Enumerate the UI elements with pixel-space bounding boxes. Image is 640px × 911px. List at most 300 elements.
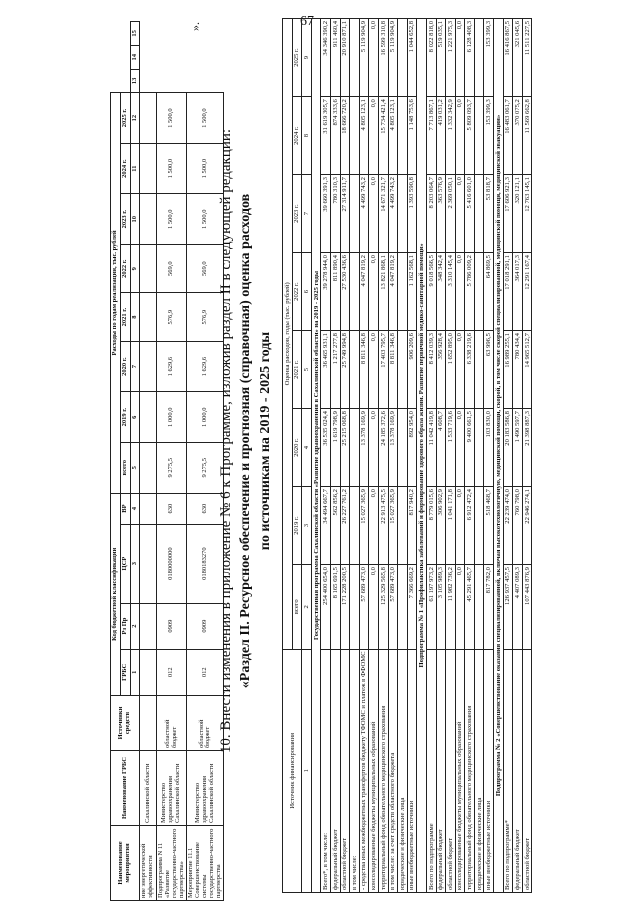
source-cell: иные внебюджетные источники (484, 649, 494, 892)
col-estimate-header: Оценка расходов, годы (тыс. рублей) (283, 19, 293, 650)
value-cell: 11 982 736,2 (446, 565, 456, 649)
value-cell: 4 499 743,2 (388, 175, 398, 253)
column-number: 8 (302, 97, 312, 175)
value-cell: 0,0 (369, 253, 379, 331)
table-row (513, 19, 523, 893)
value-cell (398, 565, 408, 649)
column-number: 3 (302, 487, 312, 565)
table-cell: 1 000,0 (187, 392, 224, 443)
value-cell: 36 465 931,1 (321, 331, 331, 409)
table-cell: 0180183270 (187, 524, 224, 603)
page-number: 67 (300, 14, 314, 29)
value-cell: 53 818,7 (484, 175, 494, 253)
value-cell: 36 535 024,4 (321, 409, 331, 487)
resource-table-body (311, 19, 532, 893)
col-source-header: Источник финансирования (283, 649, 302, 892)
value-cell: 171 228 200,5 (340, 565, 350, 649)
table-cell (140, 603, 157, 649)
value-cell: 125 329 565,8 (378, 565, 388, 649)
value-cell: 15 027 365,9 (359, 487, 369, 565)
source-cell: областной бюджет (446, 649, 456, 892)
value-cell: 4 805 123,1 (359, 97, 369, 175)
source-cell: федеральный бюджет (513, 649, 523, 892)
table-cell: Министерство здравоохранения Сахалинской области (187, 751, 224, 826)
value-cell (350, 409, 360, 487)
table-cell: 9 275,5 (157, 442, 187, 493)
table-cell: ние энергетической эффективности (140, 826, 157, 901)
table-row (426, 19, 436, 893)
table-cell: 0909 (187, 603, 224, 649)
value-cell: 21 398 887,3 (522, 409, 532, 487)
value-cell: 6 338 219,6 (465, 331, 475, 409)
value-cell: 34 346 390,2 (321, 19, 331, 97)
table-cell: 569,0 (187, 244, 224, 292)
value-cell: 27 314 911,7 (340, 175, 350, 253)
col-budget-code-header: Код бюджетной классификации (111, 493, 121, 695)
value-cell: 15 027 365,9 (388, 487, 398, 565)
table-cell: 0909 (157, 603, 187, 649)
section-title-cell: Подпрограмма № 1 «Профилактика заболеваний и формирование здорового образа жизни. Развитие первичной медико-санитарной помощи» (417, 19, 427, 893)
table-cell (140, 93, 157, 144)
value-cell (474, 331, 484, 409)
section-title-cell: Подпрограмма № 2 «Совершенствование оказания специализированной, включая высокотехнологичную, медицинской помощи, скорой, в том числе скорой специализированной, медицинской помощи, медицинской эвакуации» (494, 19, 504, 893)
table-cell (140, 341, 157, 392)
column-number: 4 (130, 493, 140, 524)
table-row (398, 19, 408, 893)
value-cell: 0,0 (369, 19, 379, 97)
value-cell: 45 291 465,7 (465, 565, 475, 649)
value-cell: 254 400 654,0 (321, 565, 331, 649)
value-cell: 39 660 391,3 (321, 175, 331, 253)
table-row (407, 19, 417, 893)
column-number: 6 (130, 392, 140, 443)
value-cell: 16 599 310,8 (378, 19, 388, 97)
value-cell: 16 989 255,1 (503, 331, 513, 409)
col-year-header: 2023 г. (120, 194, 130, 245)
value-cell: 1 041 171,8 (446, 487, 456, 565)
value-cell (474, 487, 484, 565)
value-cell: 562 856,2 (330, 487, 340, 565)
value-cell: 4 805 123,1 (388, 97, 398, 175)
amendment-heading: 10. Внести изменения в приложение № 6 к Программе, изложив раздел II в следующей редакции: (218, 128, 234, 754)
value-cell: 8 779 015,6 (426, 487, 436, 565)
table-cell: 1 500,0 (157, 143, 187, 194)
source-cell: консолидированные бюджеты муниципальных образований (369, 649, 379, 892)
value-cell: 31 619 305,7 (321, 97, 331, 175)
table-cell: 1 500,0 (187, 93, 224, 144)
source-cell: юридические и физические лица (398, 649, 408, 892)
value-cell (474, 565, 484, 649)
col-expenses-header: Расходы по годам реализации, тыс. рублей (111, 93, 121, 493)
value-cell: 4 608,7 (436, 409, 446, 487)
column-number: 9 (302, 19, 312, 97)
table-row (474, 19, 484, 893)
source-cell: Всего по подпрограмме (426, 649, 436, 892)
table-row (503, 19, 513, 893)
column-number: 2 (302, 565, 312, 649)
col-year-header: 2020 г. (292, 409, 302, 487)
value-cell: 0,0 (369, 97, 379, 175)
value-cell: 3 310 145,4 (446, 253, 456, 331)
value-cell: 153 399,3 (484, 97, 494, 175)
col-year-header: 2020 г. (120, 341, 130, 392)
table-cell: 1 500,0 (187, 143, 224, 194)
col-grbs-header: ГРБС (120, 649, 130, 695)
value-cell: 16 416 867,5 (503, 19, 513, 97)
value-cell: 348 342,4 (436, 253, 446, 331)
table-row (465, 19, 475, 893)
value-cell (350, 97, 360, 175)
value-cell: 519 035,1 (436, 19, 446, 97)
value-cell: 4 499 743,2 (359, 175, 369, 253)
table-row (350, 19, 360, 893)
column-number: 1 (302, 649, 312, 892)
table-cell: 9 275,5 (187, 442, 224, 493)
table-row (484, 19, 494, 893)
column-number: 5 (302, 331, 312, 409)
source-cell: Всего*, в том числе: (321, 649, 331, 892)
value-cell: 321 045,6 (513, 19, 523, 97)
column-number: 15 (130, 22, 140, 46)
value-cell: 364 017,3 (513, 253, 523, 331)
value-cell (350, 565, 360, 649)
section-title: «Раздел II. Ресурсное обеспечение и прогнозная (справочная) оценка расходов (238, 193, 253, 689)
value-cell: 63 996,5 (484, 331, 494, 409)
col-rzpr-header: Рз Пр (120, 603, 130, 649)
section-subtitle: по источникам на 2019 - 2025 годы (258, 331, 273, 551)
value-cell: 0,0 (455, 19, 465, 97)
table-cell (140, 442, 157, 493)
value-cell: 18 666 720,2 (340, 97, 350, 175)
value-cell: 906 209,6 (407, 331, 417, 409)
value-cell (398, 175, 408, 253)
value-cell: 0,0 (455, 409, 465, 487)
expenses-table (110, 21, 224, 901)
table-cell: областной бюджет (157, 696, 187, 751)
table-cell (140, 143, 157, 194)
col-csr-header: ЦСР (120, 524, 130, 603)
source-cell: областной бюджет (340, 649, 350, 892)
value-cell: 17 403 795,7 (378, 331, 388, 409)
table-cell: Сахалинской области (140, 751, 157, 826)
table-cell: Мероприятие 11.1 Совершенствование системы государственно-частного партнерства (187, 826, 224, 901)
value-cell: 22 913 475,5 (378, 487, 388, 565)
col-year-header: 2021 г. (292, 331, 302, 409)
table-row (140, 22, 157, 901)
value-cell: 16 483 061,7 (503, 97, 513, 175)
value-cell: 5 416 601,0 (465, 175, 475, 253)
value-cell: 12 291 167,4 (522, 253, 532, 331)
table-cell (140, 194, 157, 245)
value-cell: 7 713 867,1 (426, 97, 436, 175)
table-row (436, 19, 446, 893)
source-cell: иные внебюджетные источники (407, 649, 417, 892)
source-cell: в том числе: за счет средств областного бюджета (388, 649, 398, 892)
column-number: 9 (130, 244, 140, 292)
column-number: 7 (302, 175, 312, 253)
value-cell: 0,0 (455, 253, 465, 331)
value-cell (398, 409, 408, 487)
table-row (522, 19, 532, 893)
table-cell: 0180000000 (157, 524, 187, 603)
value-cell: 39 278 944,0 (321, 253, 331, 331)
value-cell: 2 369 050,1 (446, 175, 456, 253)
table-cell: 630 (157, 493, 187, 524)
section-title-cell: Государственная программа Сахалинской области «Развитие здравоохранения в Сахалинской области» на 2019 - 2025 годы (311, 19, 321, 893)
value-cell: 1 533 719,6 (446, 409, 456, 487)
value-cell (398, 487, 408, 565)
value-cell: 1 044 652,8 (407, 19, 417, 97)
value-cell: 5 786 009,2 (465, 253, 475, 331)
value-cell: 64 869,5 (484, 253, 494, 331)
section-row (494, 19, 504, 893)
value-cell: 817 782,0 (484, 565, 494, 649)
value-cell: 126 937 457,5 (503, 565, 513, 649)
value-cell: 25 215 068,8 (340, 409, 350, 487)
column-number: 7 (130, 341, 140, 392)
value-cell (350, 487, 360, 565)
value-cell: 356 928,4 (436, 331, 446, 409)
table-cell (140, 293, 157, 341)
column-number: 12 (130, 93, 140, 144)
section-row (311, 19, 321, 893)
table-cell: 1 500,0 (157, 93, 187, 144)
column-number: 3 (130, 524, 140, 603)
value-cell (398, 253, 408, 331)
value-cell: 57 689 473,0 (388, 565, 398, 649)
value-cell: 306 902,9 (436, 487, 446, 565)
source-cell: юридические и физические лица (474, 649, 484, 892)
value-cell: 13 378 169,9 (388, 409, 398, 487)
value-cell: 7 366 669,2 (407, 565, 417, 649)
value-cell: 13 378 169,9 (359, 409, 369, 487)
col-responsible-header: Наименование ГРБС (111, 751, 140, 826)
value-cell: 17 606 921,3 (503, 175, 513, 253)
value-cell: 26 227 761,2 (340, 487, 350, 565)
source-cell: территориальный фонд обязательного медицинского страхования (378, 649, 388, 892)
expenses-table-body (140, 22, 224, 901)
table-row (359, 19, 369, 893)
value-cell: 0,0 (455, 97, 465, 175)
value-cell: 0,0 (455, 487, 465, 565)
col-total-header: всего (120, 442, 130, 493)
value-cell: 5 809 093,7 (465, 97, 475, 175)
table-cell: 569,0 (157, 244, 187, 292)
table-row (369, 19, 379, 893)
column-number: 8 (130, 293, 140, 341)
value-cell: 8 811 346,8 (388, 331, 398, 409)
value-cell: 20 910 871,1 (340, 19, 350, 97)
table-row (330, 19, 340, 893)
col-source-header: Источники средств (111, 696, 140, 751)
source-cell: консолидированные бюджеты муниципальных образований (455, 649, 465, 892)
table-cell (140, 649, 157, 695)
table-cell (140, 493, 157, 524)
value-cell: 15 734 421,4 (378, 97, 388, 175)
value-cell: 61 197 973,2 (426, 565, 436, 649)
value-cell: 14 965 512,7 (522, 331, 532, 409)
value-cell (474, 19, 484, 97)
col-year-header: 2025 г. (292, 19, 302, 97)
column-number: 11 (130, 143, 140, 194)
table-cell: 1 629,6 (187, 341, 224, 392)
value-cell: 13 821 868,1 (378, 253, 388, 331)
value-cell: 0,0 (455, 565, 465, 649)
value-cell: 8 165 691,5 (330, 565, 340, 649)
value-cell: 0,0 (455, 331, 465, 409)
value-cell: 12 763 145,1 (522, 175, 532, 253)
value-cell: 1 148 753,6 (407, 97, 417, 175)
section-row (417, 19, 427, 893)
value-cell (474, 97, 484, 175)
value-cell: 1 221 975,3 (446, 19, 456, 97)
table-cell (140, 244, 157, 292)
col-year-header: 2025 г. (120, 93, 130, 144)
value-cell: 57 689 473,0 (359, 565, 369, 649)
value-cell: 3 105 989,3 (436, 565, 446, 649)
col-year-header: 2024 г. (120, 143, 130, 194)
source-cell: - средства иных межбюджетных трансфертов бюджету ТФОМС и платеж в ФФОМС (359, 649, 369, 892)
column-number: 10 (130, 194, 140, 245)
table-cell (140, 696, 157, 751)
value-cell (474, 409, 484, 487)
col-year-header: 2022 г. (292, 253, 302, 331)
column-number: 6 (302, 253, 312, 331)
table-cell: 012 (187, 649, 224, 695)
value-cell: 1 162 568,1 (407, 253, 417, 331)
value-cell: 8 811 346,8 (359, 331, 369, 409)
column-number: 13 (130, 69, 140, 93)
value-cell: 17 018 291,1 (503, 253, 513, 331)
value-cell: 1 217 277,8 (330, 331, 340, 409)
value-cell (350, 175, 360, 253)
value-cell: 874 333,6 (330, 97, 340, 175)
column-number: 5 (130, 442, 140, 493)
value-cell: 4 407 089,3 (513, 565, 523, 649)
value-cell: 5 119 904,9 (388, 19, 398, 97)
value-cell: 419 031,2 (436, 97, 446, 175)
col-year-header: 2022 г. (120, 244, 130, 292)
source-cell: федеральный бюджет (436, 649, 446, 892)
column-number: 2 (130, 603, 140, 649)
value-cell: 8 412 039,3 (426, 331, 436, 409)
value-cell: 0,0 (369, 175, 379, 253)
value-cell: 8 022 818,0 (426, 19, 436, 97)
column-number: 14 (130, 45, 140, 69)
table-row (446, 19, 456, 893)
value-cell: 1 619 798,9 (330, 409, 340, 487)
value-cell: 0,0 (369, 331, 379, 409)
table-cell: 630 (187, 493, 224, 524)
value-cell (398, 331, 408, 409)
table-row (340, 19, 350, 893)
value-cell: 0,0 (369, 565, 379, 649)
source-cell: территориальный фонд обязательного медицинского страхования (465, 649, 475, 892)
table-row (157, 22, 187, 901)
value-cell: 103 830,0 (484, 409, 494, 487)
value-cell: 25 749 994,8 (340, 331, 350, 409)
col-year-header: 2019 г. (120, 392, 130, 443)
table-cell: 1 629,6 (157, 341, 187, 392)
value-cell: 5 119 904,9 (359, 19, 369, 97)
table-cell: областной бюджет (187, 696, 224, 751)
source-cell: областной бюджет (522, 649, 532, 892)
table-row (388, 19, 398, 893)
value-cell: 24 185 372,6 (378, 409, 388, 487)
value-cell: 9 400 661,5 (465, 409, 475, 487)
value-cell: 1 652 895,0 (446, 331, 456, 409)
value-cell: 760 798,0 (513, 487, 523, 565)
column-numbers-row (302, 19, 312, 893)
value-cell: 1 332 342,9 (446, 97, 456, 175)
value-cell: 11 042 419,8 (426, 409, 436, 487)
value-cell: 8 203 064,7 (426, 175, 436, 253)
table-row (455, 19, 465, 893)
source-cell: в том числе: (350, 649, 360, 892)
value-cell: 22 239 474,0 (503, 487, 513, 565)
value-cell: 9 018 566,5 (426, 253, 436, 331)
value-cell: 34 494 667,7 (321, 487, 331, 565)
value-cell (474, 175, 484, 253)
value-cell (350, 331, 360, 409)
value-cell: 370 075,2 (513, 97, 523, 175)
table-cell: Министерство здравоохранения Сахалинской области (157, 751, 187, 826)
value-cell: 811 890,4 (330, 253, 340, 331)
col-name-header: Наименование мероприятия (111, 826, 140, 901)
col-year-header: 2024 г. (292, 97, 302, 175)
value-cell: 892 954,0 (407, 409, 417, 487)
table-cell: 012 (157, 649, 187, 695)
table-cell: 576,9 (187, 293, 224, 341)
source-cell: Всего по подпрограмме* (503, 649, 513, 892)
value-cell: 0,0 (455, 175, 465, 253)
column-number: 4 (302, 409, 312, 487)
table-cell: 576,9 (157, 293, 187, 341)
table-cell (140, 392, 157, 443)
value-cell: 14 671 321,7 (378, 175, 388, 253)
col-total-header: всего (292, 565, 302, 649)
resource-table (282, 18, 532, 893)
value-cell (350, 19, 360, 97)
value-cell: 22 946 274,1 (522, 487, 532, 565)
col-year-header: 2023 г. (292, 175, 302, 253)
value-cell: 911 460,4 (330, 19, 340, 97)
value-cell: 518 468,7 (484, 487, 494, 565)
value-cell: 27 530 436,6 (340, 253, 350, 331)
value-cell: 6 912 472,4 (465, 487, 475, 565)
table-cell: 1 500,0 (157, 194, 187, 245)
column-number: 1 (130, 649, 140, 695)
value-cell: 817 940,2 (407, 487, 417, 565)
value-cell (398, 19, 408, 97)
value-cell: 153 399,3 (484, 19, 494, 97)
closing-quote: ». (188, 22, 202, 31)
value-cell: 0,0 (369, 409, 379, 487)
value-cell: 780 434,4 (513, 331, 523, 409)
col-year-header: 2019 г. (292, 487, 302, 565)
value-cell (398, 97, 408, 175)
value-cell (350, 253, 360, 331)
value-cell: 320 121,1 (513, 175, 523, 253)
value-cell: 0,0 (369, 487, 379, 565)
table-row (378, 19, 388, 893)
col-vr-header: ВР (120, 493, 130, 524)
value-cell (474, 253, 484, 331)
source-cell: федеральный бюджет (330, 649, 340, 892)
table-cell: 1 000,0 (157, 392, 187, 443)
value-cell: 11 569 662,8 (522, 97, 532, 175)
value-cell: 4 047 819,2 (388, 253, 398, 331)
